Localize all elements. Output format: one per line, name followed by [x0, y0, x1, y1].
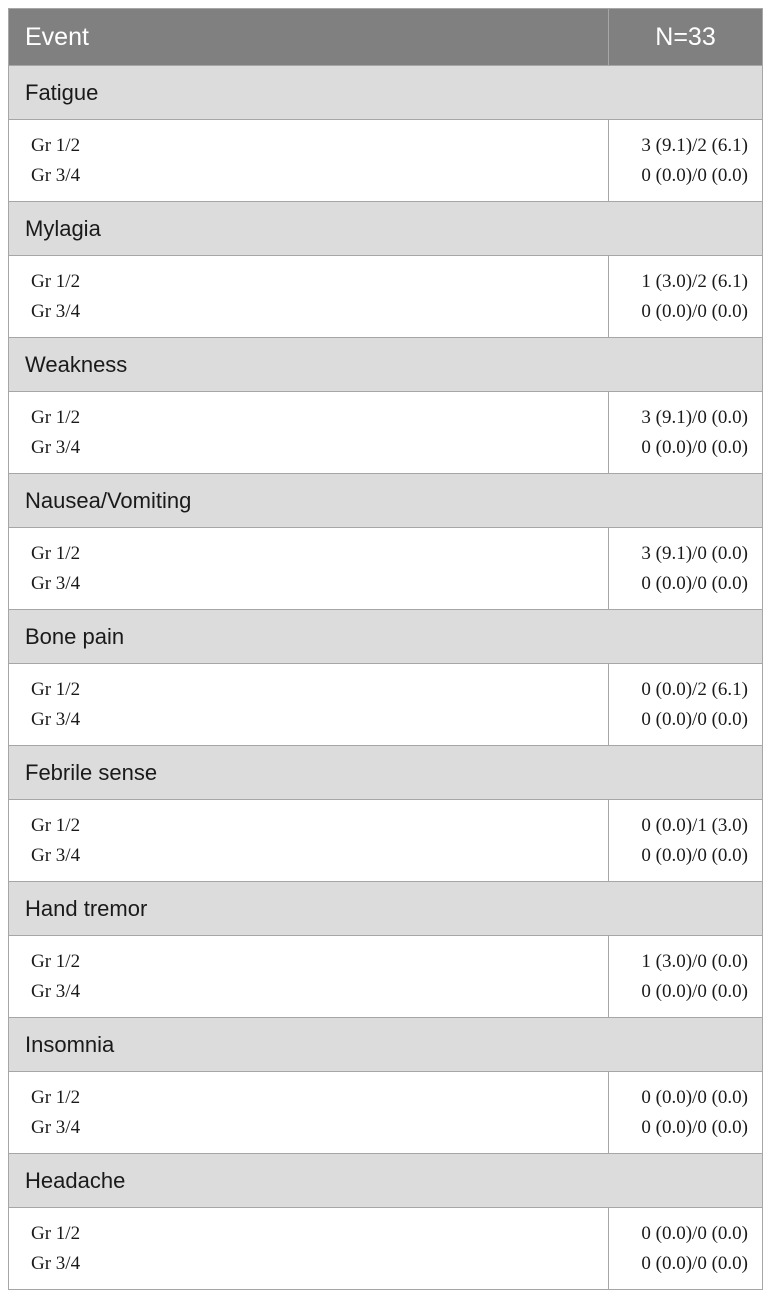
grade-labels-cell [9, 800, 609, 881]
grade-labels-cell [9, 936, 609, 1017]
grade-label: Gr 1/2 [31, 406, 81, 428]
event-name: Nausea/Vomiting [25, 487, 192, 513]
grade-value: 0 (0.0)/0 (0.0) [641, 708, 748, 730]
event-name: Hand tremor [25, 895, 148, 921]
grade-value: 0 (0.0)/0 (0.0) [641, 1222, 748, 1244]
grade-labels-cell [9, 120, 609, 201]
grade-value: 0 (0.0)/0 (0.0) [641, 980, 748, 1002]
grade-values-cell [609, 1208, 762, 1289]
grade-label: Gr 1/2 [31, 1086, 81, 1108]
grade-value: 0 (0.0)/0 (0.0) [641, 1252, 748, 1274]
grade-row [9, 527, 762, 609]
grade-value: 3 (9.1)/0 (0.0) [641, 542, 748, 564]
grade-value: 1 (3.0)/2 (6.1) [641, 270, 748, 292]
table-body [9, 65, 762, 1289]
grade-labels-cell [9, 664, 609, 745]
grade-labels-cell [9, 392, 609, 473]
grade-label: Gr 1/2 [31, 950, 81, 972]
grade-label: Gr 3/4 [31, 300, 81, 322]
grade-row [9, 255, 762, 337]
event-name: Febrile sense [25, 759, 158, 785]
event-name: Bone pain [25, 623, 125, 649]
grade-labels-cell [9, 528, 609, 609]
event-category-row [9, 201, 762, 255]
grade-row [9, 1071, 762, 1153]
grade-label: Gr 3/4 [31, 572, 81, 594]
grade-label: Gr 3/4 [31, 708, 81, 730]
grade-label: Gr 1/2 [31, 270, 81, 292]
grade-value: 0 (0.0)/1 (3.0) [641, 814, 748, 836]
table-header-row [9, 9, 762, 65]
grade-labels-cell [9, 1072, 609, 1153]
grade-value: 0 (0.0)/0 (0.0) [641, 844, 748, 866]
grade-row [9, 391, 762, 473]
event-category-row [9, 337, 762, 391]
grade-label: Gr 3/4 [31, 844, 81, 866]
event-category-row [9, 609, 762, 663]
grade-labels-cell [9, 256, 609, 337]
event-category-row [9, 473, 762, 527]
grade-label: Gr 3/4 [31, 980, 81, 1002]
grade-values-cell [609, 120, 762, 201]
grade-row [9, 663, 762, 745]
adverse-events-table [8, 8, 763, 1290]
grade-value: 0 (0.0)/0 (0.0) [641, 1116, 748, 1138]
grade-labels-cell [9, 1208, 609, 1289]
event-name: Weakness [25, 351, 128, 377]
event-name: Headache [25, 1167, 126, 1193]
grade-values-cell [609, 528, 762, 609]
grade-value: 0 (0.0)/0 (0.0) [641, 572, 748, 594]
grade-label: Gr 1/2 [31, 678, 81, 700]
grade-row [9, 935, 762, 1017]
grade-values-cell [609, 256, 762, 337]
grade-row [9, 119, 762, 201]
grade-label: Gr 1/2 [31, 1222, 81, 1244]
event-category-row [9, 881, 762, 935]
grade-label: Gr 3/4 [31, 1252, 81, 1274]
grade-value: 1 (3.0)/0 (0.0) [641, 950, 748, 972]
grade-values-cell [609, 800, 762, 881]
event-name: Insomnia [25, 1031, 115, 1057]
event-name: Mylagia [25, 215, 101, 241]
grade-value: 3 (9.1)/2 (6.1) [641, 134, 748, 156]
grade-values-cell [609, 936, 762, 1017]
event-category-row [9, 1153, 762, 1207]
grade-value: 0 (0.0)/2 (6.1) [641, 678, 748, 700]
event-category-row [9, 745, 762, 799]
grade-row [9, 799, 762, 881]
grade-value: 0 (0.0)/0 (0.0) [641, 436, 748, 458]
grade-row [9, 1207, 762, 1289]
grade-label: Gr 1/2 [31, 134, 81, 156]
grade-label: Gr 3/4 [31, 1116, 81, 1138]
grade-value: 3 (9.1)/0 (0.0) [641, 406, 748, 428]
event-name: Fatigue [25, 79, 99, 105]
grade-values-cell [609, 392, 762, 473]
grade-values-cell [609, 664, 762, 745]
grade-value: 0 (0.0)/0 (0.0) [641, 1086, 748, 1108]
grade-label: Gr 1/2 [31, 814, 81, 836]
event-column-header: Event [9, 9, 609, 65]
event-category-row [9, 1017, 762, 1071]
grade-label: Gr 3/4 [31, 436, 81, 458]
grade-value: 0 (0.0)/0 (0.0) [641, 164, 748, 186]
grade-label: Gr 1/2 [31, 542, 81, 564]
grade-value: 0 (0.0)/0 (0.0) [641, 300, 748, 322]
grade-label: Gr 3/4 [31, 164, 81, 186]
grade-values-cell [609, 1072, 762, 1153]
n-column-header: N=33 [655, 22, 716, 51]
event-category-row [9, 65, 762, 119]
